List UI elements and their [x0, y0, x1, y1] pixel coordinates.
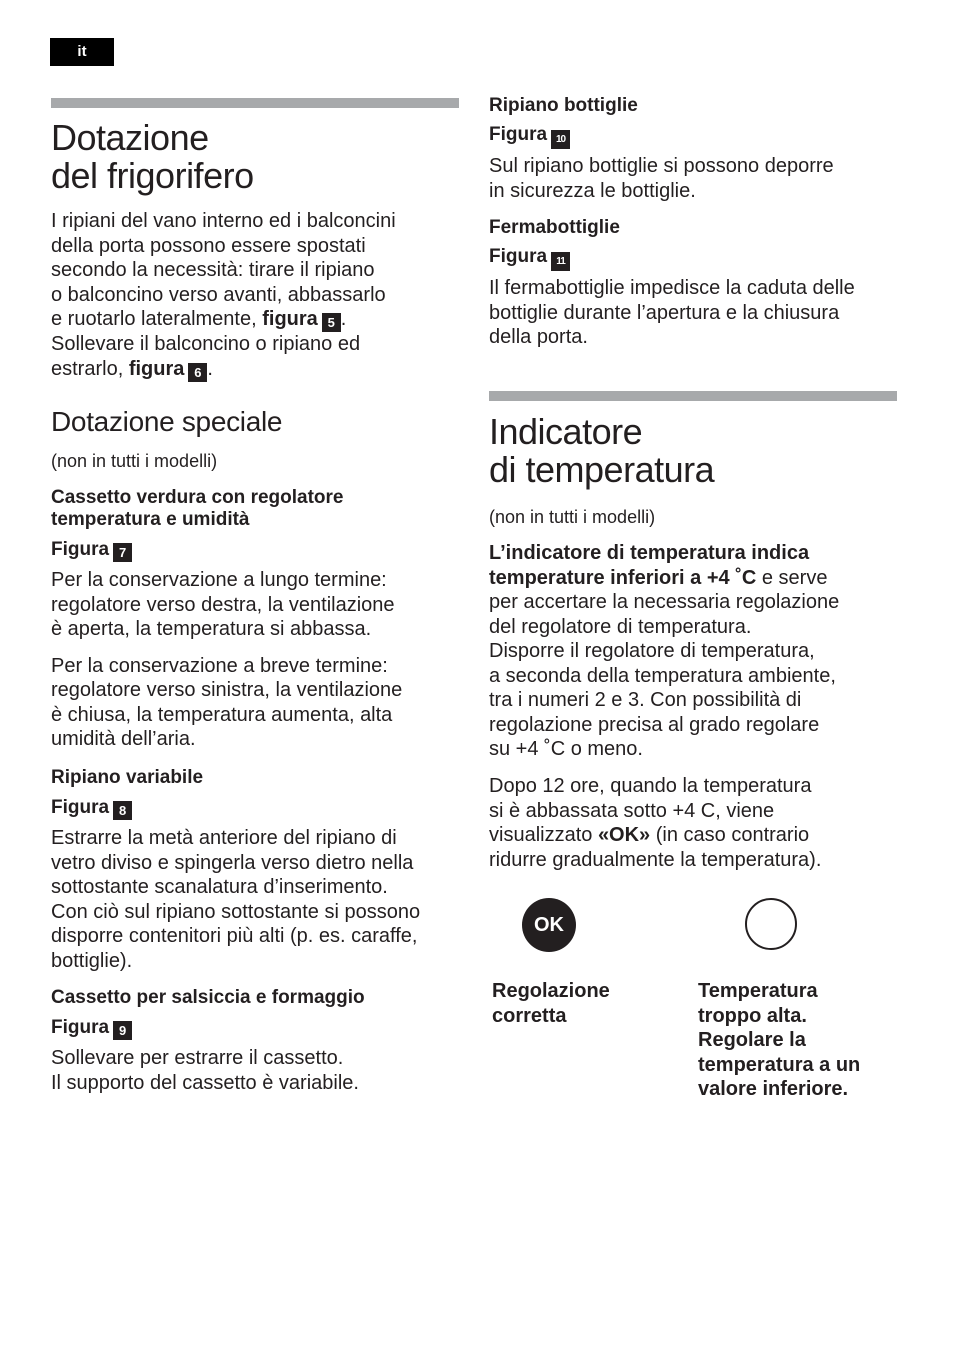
language-tag: it — [50, 38, 114, 66]
caption-line: valore inferiore. — [698, 1078, 849, 1100]
text-span: (in caso contrario — [650, 824, 810, 846]
text-line: della porta possono essere spostati — [51, 234, 366, 257]
text-span: temperature inferiori a +4 ˚C — [489, 566, 757, 589]
text-line: Estrarre la metà anteriore del ripiano di — [51, 827, 397, 849]
text-line: Per la conservazione a lungo termine: — [51, 569, 387, 591]
section-divider — [51, 98, 459, 108]
paragraph — [51, 568, 461, 642]
caption-too-high — [698, 979, 918, 1102]
item-title: Cassetto per salsiccia e formaggio — [51, 987, 365, 1008]
text-span: e serve — [756, 566, 828, 589]
text-line: disporre contenitori più alti (p. es. caraffe, — [51, 925, 418, 947]
text-line: è chiusa, la temperatura aumenta, alta — [51, 703, 393, 726]
title-line: Dotazione — [51, 117, 209, 158]
figure-number-badge: 9 — [113, 1021, 132, 1040]
caption-line: troppo alta. — [698, 1004, 807, 1027]
text-line: Sollevare il balconcino o ripiano ed — [51, 333, 361, 355]
title-line: di temperatura — [489, 449, 715, 490]
text-line: secondo la necessità: tirare il ripiano — [51, 259, 375, 281]
text-line: Il fermabottiglie impedisce la caduta delle — [489, 277, 855, 299]
text-span: e ruotarlo lateralmente, — [51, 308, 263, 330]
text-line: Dopo 12 ore, quando la temperatura — [489, 775, 812, 797]
figure-label: Figura — [51, 797, 110, 818]
text-line: sottostante scanalatura d’inserimento. — [51, 876, 388, 898]
figure-ref: figura — [128, 357, 185, 380]
text-line: Per la conservazione a breve termine: — [51, 654, 388, 677]
shelf-section — [51, 766, 471, 973]
text-line: regolatore verso sinistra, la ventilazione — [51, 679, 403, 701]
text-line: bottiglie). — [51, 949, 133, 972]
text-line: del regolatore di temperatura. — [489, 615, 752, 638]
intro-paragraph — [51, 209, 461, 382]
item-title: Fermabottiglie — [489, 217, 620, 238]
ok-label: «OK» — [597, 824, 651, 846]
text-line: Il supporto del cassetto è variabile. — [51, 1071, 359, 1094]
indicator-paragraph — [489, 541, 909, 762]
empty-indicator-icon — [745, 898, 797, 950]
text-line: a seconda della temperatura ambiente, — [489, 664, 836, 687]
figure-label: Figura — [51, 539, 110, 560]
item-title: temperatura e umidità — [51, 509, 250, 530]
figure-number-badge: 11 — [551, 252, 570, 271]
item-title: Cassetto verdura con regolatore — [51, 487, 344, 508]
model-note: (non in tutti i modelli) — [489, 507, 656, 527]
figure-label: Figura — [489, 124, 548, 145]
figure-number-badge: 10 — [551, 130, 570, 149]
caption-line: corretta — [492, 1004, 567, 1027]
text-line: per accertare la necessaria regolazione — [489, 591, 840, 613]
figure-ref — [489, 245, 909, 271]
drawer-section — [51, 487, 461, 752]
text-line: bottiglie durante l’apertura e la chiusura — [489, 301, 840, 324]
text-line: Sollevare per estrarre il cassetto. — [51, 1047, 344, 1069]
figure-number-badge: 7 — [113, 543, 132, 562]
subsection-title: Dotazione speciale — [51, 406, 283, 437]
text-line: regolatore verso destra, la ventilazione — [51, 593, 395, 616]
text-line: L’indicatore di temperatura indica — [489, 542, 810, 564]
section-title — [489, 413, 909, 489]
figure-ref — [51, 538, 461, 562]
text-span: . — [340, 308, 347, 330]
figure-ref — [489, 123, 909, 149]
text-line: in sicurezza le bottiglie. — [489, 179, 696, 202]
section-title — [51, 119, 461, 195]
text-line: umidità dell’aria. — [51, 728, 196, 750]
text-line: Con ciò sul ripiano sottostante si possono — [51, 900, 421, 923]
text-line: su +4 ˚C o meno. — [489, 738, 643, 760]
text-span: . — [207, 357, 213, 380]
caption-line: temperatura a un — [698, 1053, 861, 1076]
caption-line: Temperatura — [698, 980, 818, 1002]
paragraph — [51, 1046, 461, 1095]
figure-ref: figura — [262, 308, 318, 330]
paragraph — [489, 276, 909, 350]
text-line — [51, 357, 461, 382]
figure-number-badge: 8 — [113, 801, 132, 820]
paragraph — [51, 654, 461, 752]
after-paragraph — [489, 774, 909, 872]
text-line — [51, 307, 461, 332]
figure-label: Figura — [51, 1017, 110, 1038]
text-span: visualizzato — [489, 824, 598, 846]
text-line — [489, 823, 909, 848]
text-line: regolazione precisa al grado regolare — [489, 713, 820, 736]
figure-ref — [51, 1016, 461, 1040]
caption-line: Regolare la — [698, 1029, 806, 1051]
paragraph — [51, 826, 471, 973]
sausage-drawer-section — [51, 986, 461, 1095]
figure-ref — [51, 796, 471, 820]
text-span: estrarlo, — [51, 357, 129, 380]
item-title: Ripiano variabile — [51, 767, 204, 788]
ok-indicator-icon: OK — [522, 898, 576, 952]
text-line: è aperta, la temperatura si abbassa. — [51, 618, 372, 640]
text-line: si è abbassata sotto +4 C, viene — [489, 799, 775, 822]
paragraph — [489, 154, 909, 203]
item-title: Ripiano bottiglie — [489, 95, 638, 116]
text-line: vetro diviso e spingerla verso dietro nella — [51, 851, 414, 874]
figure-label: Figura — [489, 246, 548, 267]
text-line: tra i numeri 2 e 3. Con possibilità di — [489, 689, 802, 711]
section-divider — [489, 391, 897, 401]
bottle-stop-section — [489, 216, 909, 350]
figure-number-badge: 5 — [322, 313, 341, 332]
text-line: ridurre gradualmente la temperatura). — [489, 848, 822, 871]
caption-ok — [492, 979, 682, 1028]
bottle-shelf-section — [489, 94, 909, 203]
model-note: (non in tutti i modelli) — [51, 451, 218, 471]
text-line — [489, 566, 909, 591]
text-line: Disporre il regolatore di temperatura, — [489, 640, 815, 662]
caption-line: Regolazione — [492, 980, 610, 1002]
text-line: Sul ripiano bottiglie si possono deporre — [489, 155, 834, 177]
figure-number-badge: 6 — [188, 363, 207, 382]
text-line: della porta. — [489, 326, 588, 348]
title-line: Indicatore — [489, 411, 643, 452]
title-line: del frigorifero — [51, 155, 254, 196]
text-line: o balconcino verso avanti, abbassarlo — [51, 283, 386, 306]
text-line: I ripiani del vano interno ed i balconcini — [51, 210, 396, 232]
